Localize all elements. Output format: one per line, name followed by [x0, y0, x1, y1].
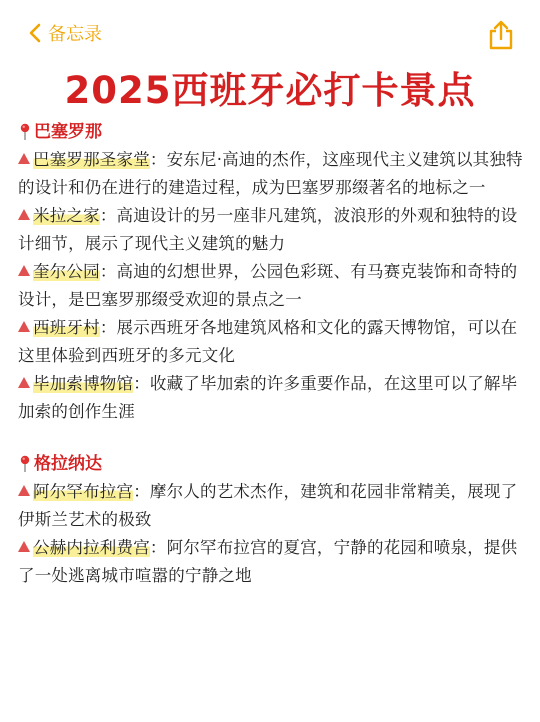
- attraction-description: ：收藏了毕加索的许多重要作品，在这里可以了解毕加索的创作生涯: [18, 374, 518, 421]
- attraction-name: 巴塞罗那圣家堂: [33, 150, 150, 169]
- page-title: 2025西班牙必打卡景点: [64, 69, 476, 112]
- triangle-up-icon: [18, 265, 30, 276]
- list-item: [18, 258, 526, 314]
- list-item: [18, 202, 526, 258]
- back-button[interactable]: [28, 20, 102, 46]
- triangle-up-icon: [18, 485, 30, 496]
- attraction-name: 毕加索博物馆: [33, 374, 134, 393]
- attraction-description: ：展示西班牙各地建筑风格和文化的露天博物馆，可以在这里体验到西班牙的多元文化: [18, 318, 518, 365]
- chevron-left-icon: [28, 23, 42, 43]
- section-2: [18, 450, 526, 590]
- attraction-name: 奎尔公园: [33, 262, 100, 281]
- list-item: [18, 370, 526, 426]
- attraction-description: ：摩尔人的艺术杰作，建筑和花园非常精美，展现了伊斯兰艺术的极致: [18, 482, 518, 529]
- pin-icon: [18, 455, 32, 473]
- triangle-up-icon: [18, 153, 30, 164]
- attraction-description: ：阿尔罕布拉宫的夏宫，宁静的花园和喷泉，提供了一处逃离城市喧嚣的宁静之地: [18, 538, 518, 585]
- share-icon: [488, 20, 514, 50]
- section-heading: [18, 450, 526, 478]
- attraction-description: ：安东尼·高迪的杰作，这座现代主义建筑以其独特的设计和仍在进行的建造过程，成为巴塞罗那缀著名的地标之一: [18, 150, 523, 197]
- section-heading: [18, 118, 526, 146]
- attraction-name: 阿尔罕布拉宫: [33, 482, 134, 501]
- list-item: [18, 478, 526, 534]
- attraction-description: ：高迪的幻想世界，公园色彩斑、有马赛克装饰和奇特的设计，是巴塞罗那缀受欢迎的景点之一: [18, 262, 518, 309]
- triangle-up-icon: [18, 209, 30, 220]
- note-content: [18, 118, 526, 614]
- share-button[interactable]: [488, 20, 514, 54]
- attraction-name: 米拉之家: [33, 206, 100, 225]
- back-label: 备忘录: [48, 24, 102, 45]
- pin-icon: [18, 123, 32, 141]
- section-title: 巴塞罗那: [34, 122, 102, 142]
- triangle-up-icon: [18, 541, 30, 552]
- list-item: [18, 314, 526, 370]
- list-item: [18, 146, 526, 202]
- triangle-up-icon: [18, 377, 30, 388]
- attraction-description: ：高迪设计的另一座非凡建筑，波浪形的外观和独特的设计细节，展示了现代主义建筑的魅力: [18, 206, 518, 253]
- list-item: [18, 534, 526, 590]
- attraction-name: 西班牙村: [33, 318, 100, 337]
- section-title: 格拉纳达: [34, 454, 102, 474]
- triangle-up-icon: [18, 321, 30, 332]
- section-1: [18, 118, 526, 426]
- attraction-name: 公赫内拉利费宫: [33, 538, 150, 557]
